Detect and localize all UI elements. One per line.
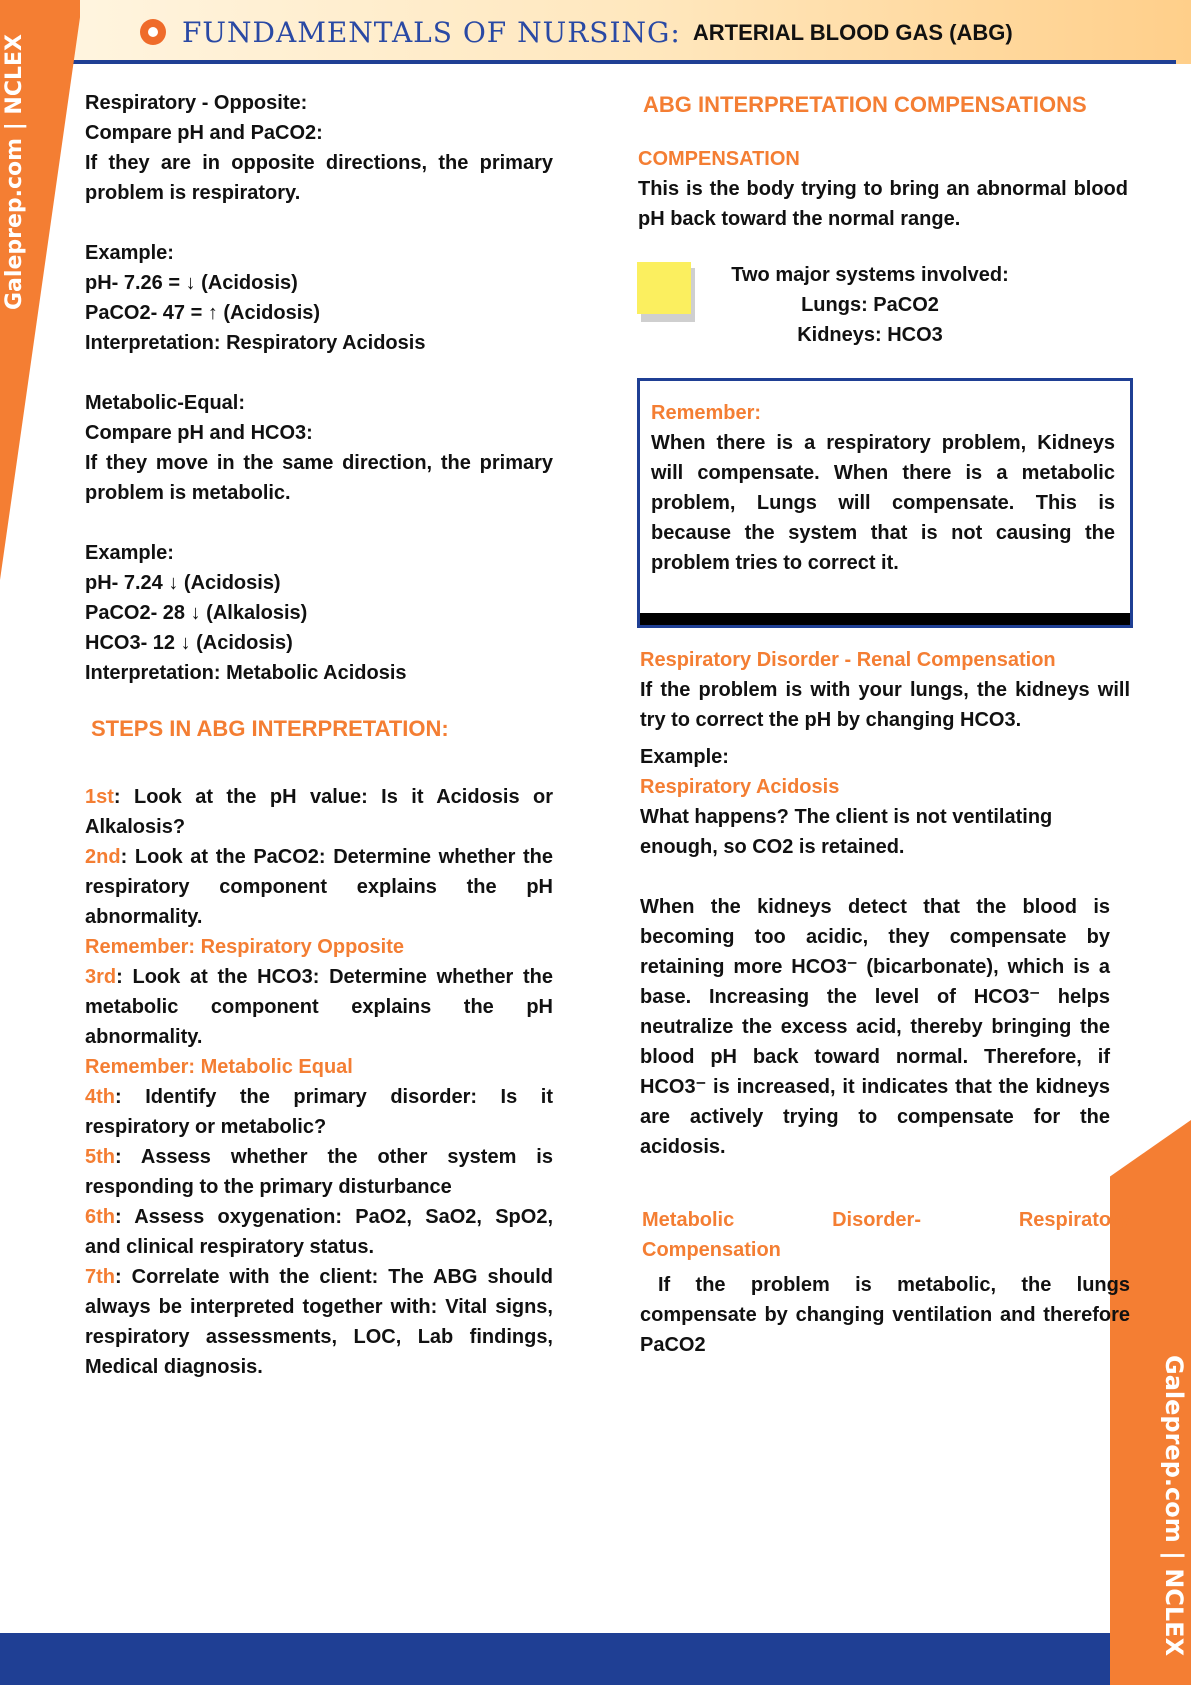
- kidney-compensation-detail: When the kidneys detect that the blood is becoming too acidic, they compensate by retaining more HCO3⁻ (bicarbonate), which is a base. Increasing the level of HCO3⁻ helps neutralize the excess acid, thereby bringing the blood pH back toward normal. Therefore, if HCO3⁻ is increased, it indicates that the kidneys are actively trying to compensate for the acidosis.: [640, 896, 1110, 1158]
- met-title-word-2: Disorder-: [832, 1209, 921, 1231]
- resp-opposite-title: Respiratory - Opposite:: [85, 92, 308, 114]
- sticky-note-icon: [637, 262, 695, 322]
- met-title-word-1: Metabolic: [642, 1209, 735, 1231]
- systems-lungs: Lungs: PaCO2: [801, 294, 939, 316]
- metabolic-disorder-title-row: [642, 1205, 1130, 1235]
- footer-bar: [0, 1633, 1110, 1685]
- compensations-heading: ABG INTERPRETATION COMPENSATIONS: [643, 92, 1087, 117]
- compensation-title: COMPENSATION: [638, 148, 800, 170]
- metabolic-rule: If they move in the same direction, the primary problem is metabolic.: [85, 452, 553, 504]
- renal-compensation-text: If the problem is with your lungs, the kidneys will try to correct the pH by changing HCO3.: [640, 679, 1130, 731]
- example-2-hco3: HCO3- 12 ↓ (Acidosis): [85, 632, 293, 654]
- metabolic-equal-title: Metabolic-Equal:: [85, 392, 246, 414]
- page-title: [140, 16, 1013, 49]
- compensation-text: This is the body trying to bring an abnormal blood pH back toward the normal range.: [638, 178, 1128, 230]
- right-brand-text: Galeprep.com | NCLEX: [1160, 1355, 1188, 1657]
- left-brand-text: Galeprep.com | NCLEX: [2, 34, 27, 310]
- what-happens-text: What happens? The client is not ventilating enough, so CO2 is retained.: [640, 806, 1053, 858]
- systems-kidneys: Kidneys: HCO3: [797, 324, 943, 346]
- remember-box-bar: [640, 613, 1130, 625]
- step-1: 1st: Look at the pH value: Is it Acidosis or Alkalosis?: [85, 786, 553, 838]
- example-2-label: Example:: [85, 542, 174, 564]
- example-2-paco2: PaCO2- 28 ↓ (Alkalosis): [85, 602, 308, 624]
- step-3: 3rd: Look at the HCO3: Determine whether the metabolic component explains the pH abnormality.: [85, 966, 553, 1048]
- orange-circle-logo-icon: [140, 19, 168, 47]
- steps-heading: STEPS IN ABG INTERPRETATION:: [91, 716, 449, 741]
- title-main: FUNDAMENTALS OF NURSING:: [182, 16, 681, 49]
- resp-rule: If they are in opposite directions, the primary problem is respiratory.: [85, 152, 553, 204]
- renal-compensation-title: Respiratory Disorder - Renal Compensation: [640, 649, 1056, 671]
- step-2: 2nd: Look at the PaCO2: Determine whether the respiratory component explains the pH abnormality.: [85, 846, 553, 928]
- example-2-interpretation: Interpretation: Metabolic Acidosis: [85, 662, 407, 684]
- example-1-label: Example:: [85, 242, 174, 264]
- met-title-word-3: Respiratory: [1018, 1209, 1130, 1231]
- systems-title: Two major systems involved:: [731, 264, 1009, 286]
- example-1-interpretation: Interpretation: Respiratory Acidosis: [85, 332, 426, 354]
- remember-box-text: When there is a respiratory problem, Kidneys will compensate. When there is a metabolic problem, Lungs will compensate. This is because the system that is not causing the problem tries to correct it.: [651, 432, 1115, 574]
- step-4: 4th: Identify the primary disorder: Is it respiratory or metabolic?: [85, 1086, 553, 1138]
- example-1-paco2: PaCO2- 47 = ↑ (Acidosis): [85, 302, 321, 324]
- remember-box-title: Remember:: [651, 402, 762, 424]
- header-divider: [72, 60, 1176, 64]
- metabolic-compare: Compare pH and HCO3:: [85, 422, 313, 444]
- example-2-ph: pH- 7.24 ↓ (Acidosis): [85, 572, 281, 594]
- met-title-word-4: Compensation: [642, 1239, 781, 1261]
- step-6: 6th: Assess oxygenation: PaO2, SaO2, SpO2, and clinical respiratory status.: [85, 1206, 553, 1258]
- step-5: 5th: Assess whether the other system is responding to the primary disturbance: [85, 1146, 553, 1198]
- resp-compare: Compare pH and PaCO2:: [85, 122, 323, 144]
- metabolic-compensation-text: If the problem is metabolic, the lungs compensate by changing ventilation and therefore PaCO2: [640, 1274, 1130, 1356]
- respiratory-acidosis-title: Respiratory Acidosis: [640, 776, 840, 798]
- title-sub: ARTERIAL BLOOD GAS (ABG): [692, 19, 1013, 45]
- remember-respiratory: Remember: Respiratory Opposite: [85, 936, 404, 958]
- step-7: 7th: Correlate with the client: The ABG should always be interpreted together with: Vital signs, respiratory assessments, LOC, Lab findings, Medical diagnosis.: [85, 1266, 553, 1378]
- remember-metabolic: Remember: Metabolic Equal: [85, 1056, 353, 1078]
- right-example-label: Example:: [640, 746, 729, 768]
- example-1-ph: pH- 7.26 = ↓ (Acidosis): [85, 272, 298, 294]
